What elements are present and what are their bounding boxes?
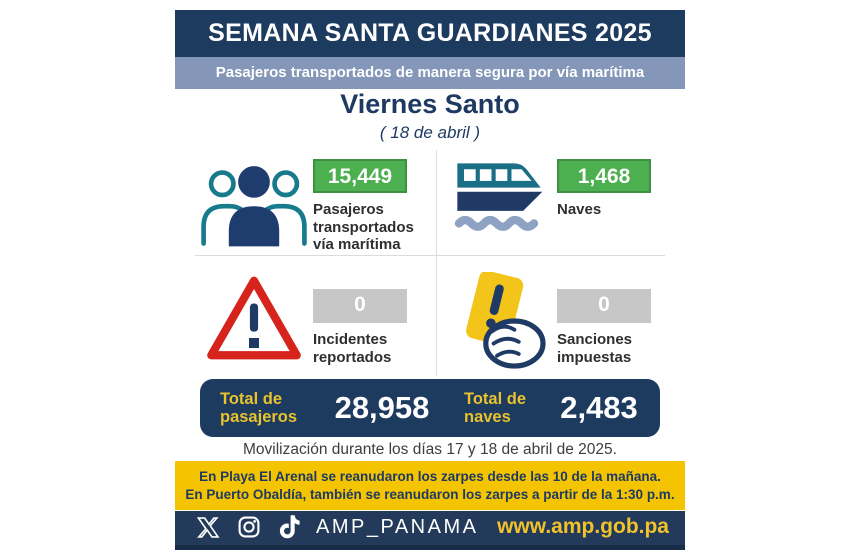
- ferry-icon: [451, 150, 557, 240]
- passengers-icon: [195, 150, 313, 248]
- stat-vessels-label: Naves: [557, 201, 602, 218]
- tiktok-icon: [278, 514, 300, 540]
- stat-passengers: [195, 150, 437, 256]
- total-vessels-value: 2,483: [560, 390, 638, 425]
- stat-sanctions-label: Sanciones impuestas: [557, 331, 633, 366]
- alert-line-1: En Playa El Arenal se reanudaron los zarpes desde las 10 de la mañana.: [199, 469, 661, 484]
- alert-band: [175, 461, 685, 510]
- total-passengers-label: Total de pasajeros: [220, 389, 298, 426]
- social-handle: AMP_PANAMA: [316, 515, 479, 538]
- stat-vessels-value: 1,468: [557, 159, 651, 193]
- yellow-card-icon: [451, 256, 557, 370]
- stat-incidents-label: Incidentes reportados: [313, 331, 392, 366]
- stat-incidents: [195, 256, 437, 376]
- stat-vessels: [437, 150, 665, 256]
- website-url: www.amp.gob.pa: [497, 515, 669, 538]
- total-passengers-value: 28,958: [334, 390, 430, 425]
- mobilization-note: Movilización durante los días 17 y 18 de abril de 2025.: [243, 441, 617, 458]
- totals-bar: [200, 379, 660, 437]
- page-subtitle: Pasajeros transportados de manera segura por vía marítima: [175, 57, 685, 89]
- stat-sanctions-value: 0: [557, 289, 651, 323]
- infographic-poster: [175, 0, 685, 550]
- day-date: ( 18 de abril ): [379, 123, 481, 142]
- day-title: Viernes Santo: [340, 89, 520, 119]
- stats-grid: [195, 150, 665, 376]
- page-title: SEMANA SANTA GUARDIANES 2025: [175, 10, 685, 57]
- footer-bar: [175, 511, 685, 550]
- alert-line-2: En Puerto Obaldía, también se reanudaron los zarpes a partir de la 1:30 p.m.: [185, 487, 675, 502]
- stat-passengers-label: Pasajeros transportados vía marítima: [313, 201, 414, 254]
- warning-triangle-icon: [195, 256, 313, 364]
- social-icons: [197, 514, 300, 540]
- stat-passengers-value: 15,449: [313, 159, 407, 193]
- x-icon: [197, 516, 220, 539]
- instagram-icon: [237, 515, 261, 539]
- total-vessels-label: Total de naves: [464, 389, 527, 426]
- stat-sanctions: [437, 256, 665, 376]
- stat-incidents-value: 0: [313, 289, 407, 323]
